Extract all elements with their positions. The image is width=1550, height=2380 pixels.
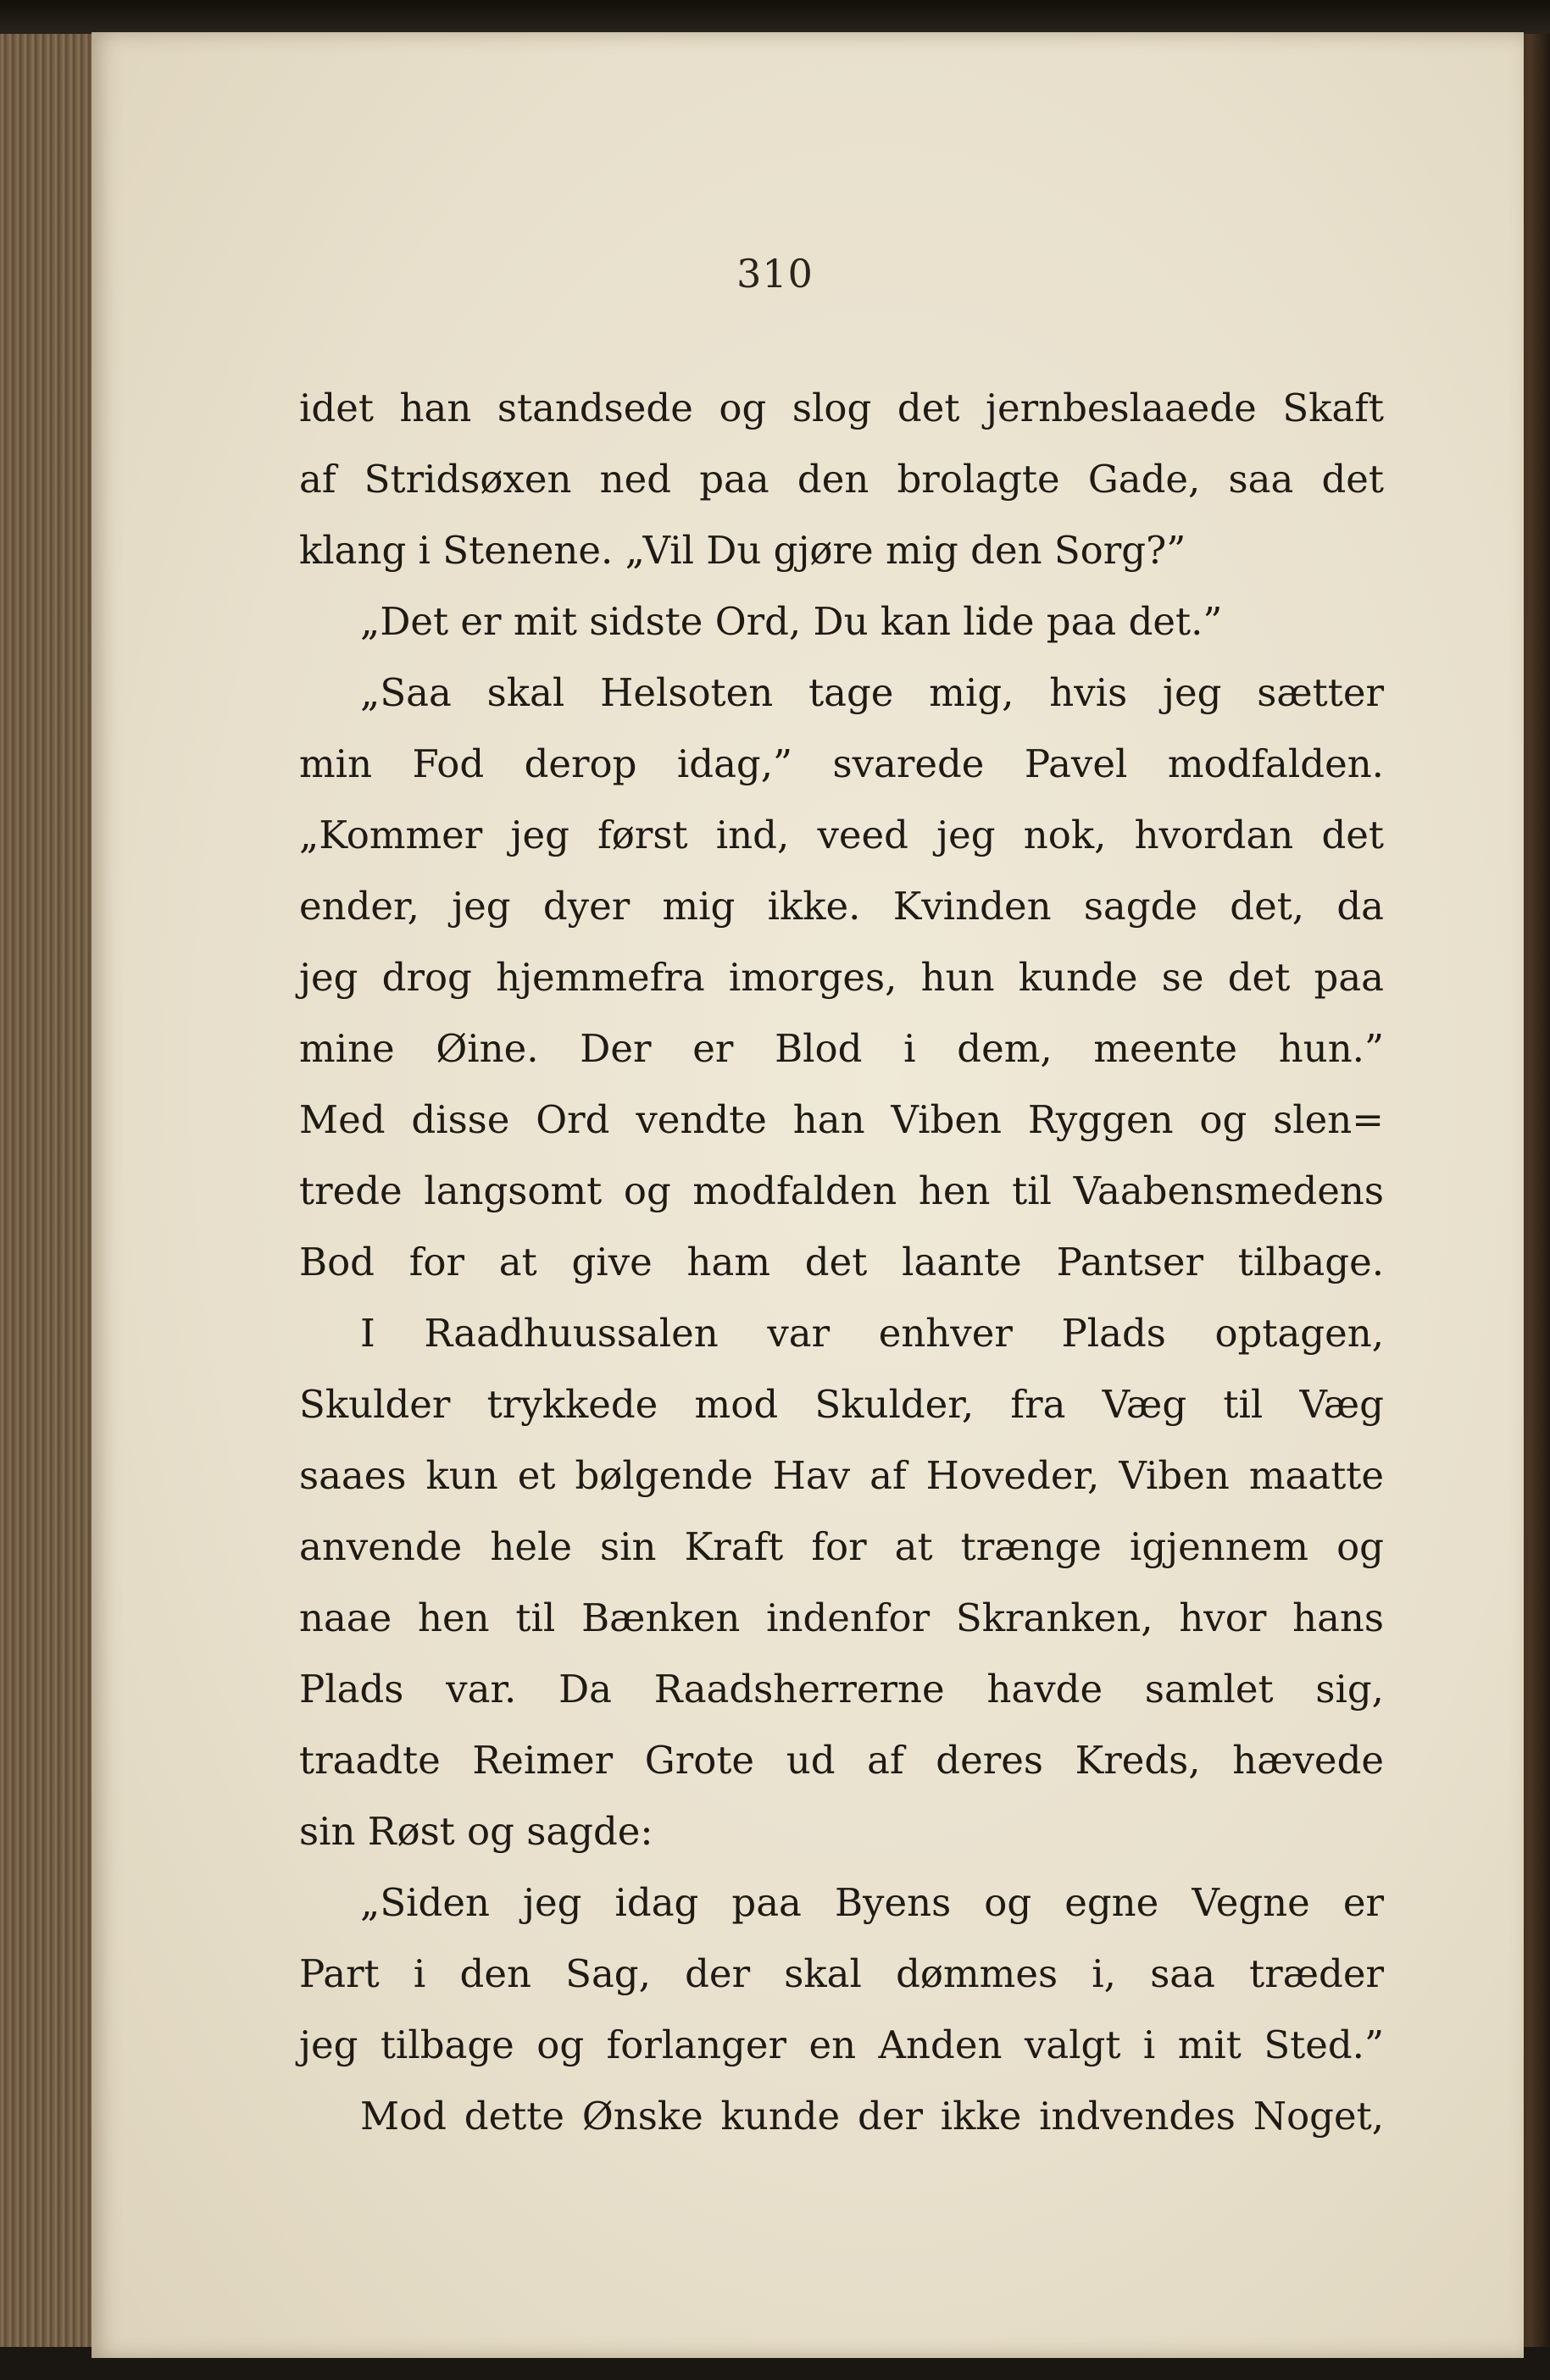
text-line: naae hen til Bænken indenfor Skranken, hvor hans	[299, 1595, 1384, 1640]
text-line: ender, jeg dyer mig ikke. Kvinden sagde det, da	[299, 884, 1384, 929]
text-line: Mod dette Ønske kunde der ikke indvendes Noget,	[360, 2094, 1384, 2139]
text-line: jeg drog hjemmefra imorges, hun kunde se det paa	[299, 955, 1384, 1000]
text-line: Part i den Sag, der skal dømmes i, saa træder	[299, 1951, 1384, 1996]
text-line: af Stridsøxen ned paa den brolagte Gade, saa det	[299, 457, 1384, 502]
text-line: idet han standsede og slog det jernbeslaaede Skaft	[299, 386, 1384, 430]
text-line: „Siden jeg idag paa Byens og egne Vegne er	[360, 1880, 1384, 1925]
book-page-edges	[0, 34, 97, 2380]
text-line: I Raadhuussalen var enhver Plads optagen,	[360, 1311, 1384, 1356]
text-line: mine Øine. Der er Blod i dem, meente hun.”	[299, 1026, 1384, 1071]
text-line: saaes kun et bølgende Hav af Hoveder, Viben maatte	[299, 1453, 1384, 1498]
text-line: jeg tilbage og forlanger en Anden valgt i mit Sted.”	[299, 2022, 1384, 2067]
text-line: „Det er mit sidste Ord, Du kan lide paa det.”	[360, 599, 1223, 644]
text-line: Skulder trykkede mod Skulder, fra Væg til Væg	[299, 1382, 1384, 1427]
text-line: Med disse Ord vendte han Viben Ryggen og slen=	[299, 1097, 1384, 1142]
page-number: 310	[736, 251, 814, 297]
body-text	[299, 373, 1384, 2152]
text-line: Plads var. Da Raadsherrerne havde samlet sig,	[299, 1667, 1384, 1711]
text-line: „Kommer jeg først ind, veed jeg nok, hvordan det	[299, 813, 1384, 857]
text-line: traadte Reimer Grote ud af deres Kreds, hævede	[299, 1738, 1384, 1783]
text-line: min Fod derop idag,” svarede Pavel modfalden.	[299, 741, 1384, 786]
text-line: anvende hele sin Kraft for at trænge igjennem og	[299, 1524, 1384, 1569]
text-line: trede langsomt og modfalden hen til Vaabensmedens	[299, 1168, 1384, 1213]
text-line: sin Røst og sagde:	[299, 1809, 653, 1854]
text-line: klang i Stenene. „Vil Du gjøre mig den Sorg?”	[299, 528, 1186, 573]
text-line: Bod for at give ham det laante Pantser tilbage.	[299, 1240, 1384, 1284]
text-line: „Saa skal Helsoten tage mig, hvis jeg sætter	[360, 670, 1384, 715]
